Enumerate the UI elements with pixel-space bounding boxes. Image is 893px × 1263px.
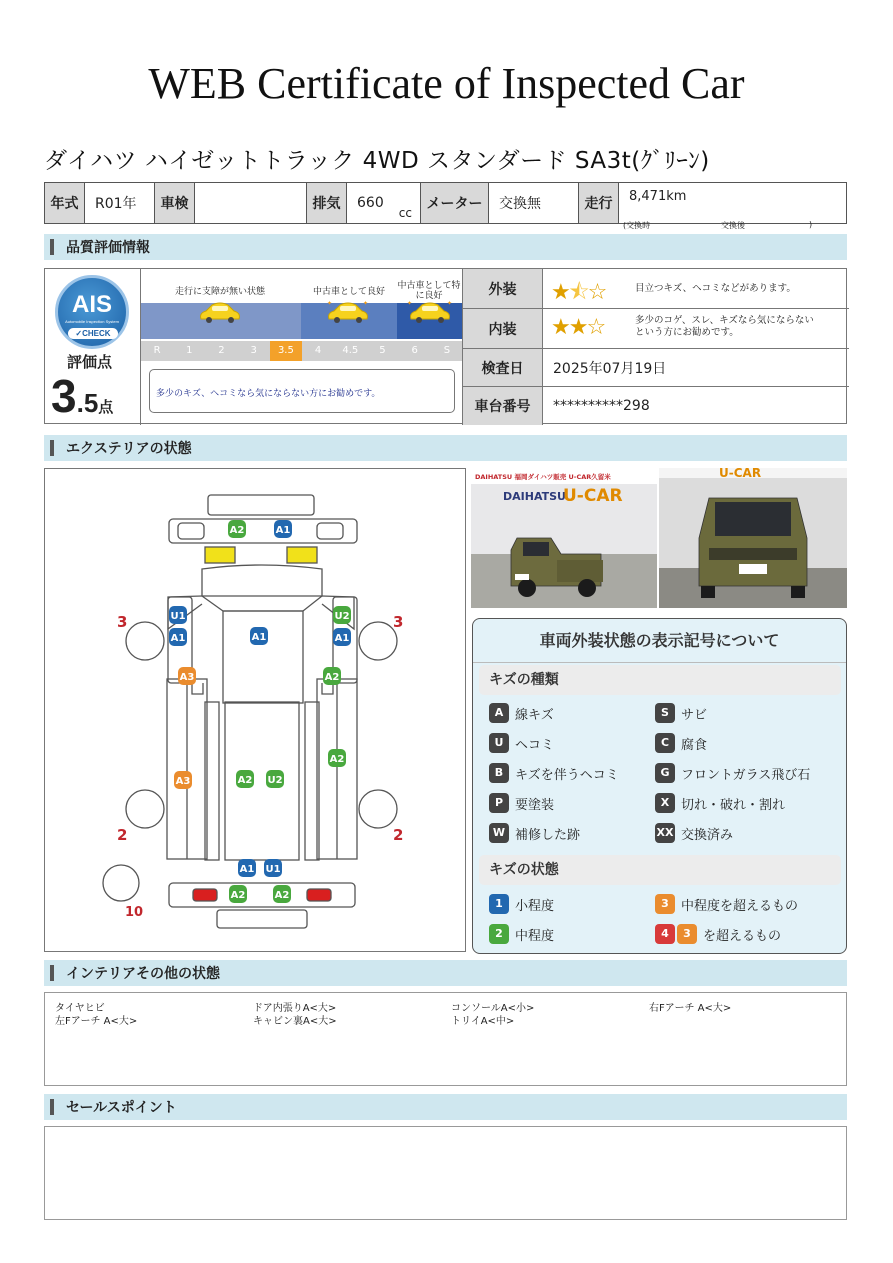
tire-fl-score: 3	[117, 613, 128, 631]
meter-label: メーター	[421, 183, 489, 223]
tire-fr-score: 3	[393, 613, 404, 631]
mileage-sub-2: 交換後	[721, 221, 745, 230]
tire-rl-score: 2	[117, 826, 128, 844]
dealer-banner: DAIHATSU 福岡ダイハツ販売 U-CAR久留米	[475, 473, 611, 481]
truck-diagram	[45, 469, 467, 953]
quality-detail	[462, 269, 848, 425]
car-photo-front	[659, 468, 847, 608]
year-label: 年式	[45, 183, 85, 223]
legend-type-item	[489, 733, 554, 753]
legend-type-item	[655, 823, 733, 843]
damage-mark: U1	[170, 611, 186, 622]
interior-note: タイヤヒビ	[55, 1003, 105, 1014]
grade-step: 1	[186, 345, 193, 356]
section-exterior: エクステリアの状態	[44, 435, 847, 461]
svg-text:✦: ✦	[363, 300, 369, 307]
legend-state-title: キズの状態	[479, 855, 841, 885]
score-dec: .5	[76, 388, 99, 418]
grade-step: 2	[218, 345, 225, 356]
legend-type-label: 線キズ	[515, 707, 554, 723]
state-3: 3 中程度を超えるもの	[655, 894, 798, 914]
damage-mark: U2	[334, 611, 350, 622]
section-interior: インテリアその他の状態	[44, 960, 847, 986]
legend-title: 車両外装状態の表示記号について	[473, 619, 846, 663]
grade-step: 3.5	[270, 341, 302, 361]
interior-note: トリイA<中>	[451, 1016, 515, 1027]
spare-tire-score: 10	[125, 905, 144, 920]
legend-type-label: 切れ・破れ・割れ	[681, 797, 786, 813]
legend-type-label: フロントガラス飛び石	[681, 767, 811, 783]
svg-text:✦: ✦	[407, 300, 413, 307]
car-yellow-icon-3	[407, 299, 453, 325]
grade-step: 5	[379, 345, 386, 356]
damage-mark: A1	[239, 864, 255, 875]
legend-type-label: 補修した跡	[515, 827, 581, 843]
legend-type-item	[655, 763, 810, 783]
spec-row	[44, 182, 847, 230]
car-yellow-icon	[197, 299, 243, 325]
legend-type-label: 腐食	[681, 737, 708, 753]
svg-text:✦: ✦	[447, 300, 453, 307]
state-4: 4 3 を超えるもの	[655, 924, 781, 944]
shaken-value	[195, 183, 307, 223]
legend-type-code: A	[489, 703, 509, 723]
section-sales: セールスポイント	[44, 1094, 847, 1120]
interior-note-1: 多少のコゲ、スレ、キズなら気にならない	[635, 315, 814, 326]
legend-type-code: W	[489, 823, 509, 843]
svg-text:✦: ✦	[327, 300, 333, 307]
car-yellow-icon-2	[325, 299, 371, 325]
legend-types-title: キズの種類	[479, 665, 841, 695]
damage-mark: U1	[265, 864, 281, 875]
exterior-row	[463, 269, 849, 309]
legend-type-label: ヘコミ	[515, 737, 555, 753]
tire-rr-score: 2	[393, 826, 404, 844]
legend-type-label: 交換済み	[681, 827, 734, 843]
score-value	[51, 369, 113, 423]
mileage-sub-3: )	[809, 220, 813, 229]
legend-type-item	[489, 763, 619, 783]
mileage-cell	[619, 183, 846, 230]
interior-note: 右Fアーチ A<大>	[649, 1003, 732, 1014]
exterior-diagram	[44, 468, 466, 952]
exterior-note: 目立つキズ、ヘコミなどがあります。	[635, 283, 796, 294]
displacement-unit: cc	[398, 206, 412, 220]
legend-type-item	[489, 793, 554, 813]
damage-mark: U2	[267, 775, 283, 786]
sales-point-box	[44, 1126, 847, 1220]
car-photo-side	[471, 468, 657, 608]
damage-mark: A1	[334, 633, 350, 644]
legend-type-code: G	[655, 763, 675, 783]
quality-box	[44, 268, 847, 424]
legend-type-item	[655, 793, 785, 813]
car-name: ダイハツ ハイゼットトラック 4WD スタンダード SA3t(ｸﾞﾘｰﾝ)	[44, 148, 710, 174]
category-2: 中古車として良好	[312, 287, 385, 297]
grade-scale	[140, 269, 462, 425]
legend-type-code: S	[655, 703, 675, 723]
damage-mark: A2	[324, 672, 340, 683]
grade-step: 4.5	[342, 345, 359, 356]
section-quality: 品質評価情報	[44, 234, 847, 260]
category-3: 中古車として特に良好	[397, 281, 461, 301]
dealer-sign-2: U-CAR	[563, 486, 623, 506]
grade-step: S	[443, 345, 451, 356]
damage-mark: A2	[274, 890, 290, 901]
exterior-stars: ★⯪☆	[551, 280, 606, 305]
dealer-sign-top: U-CAR	[719, 468, 762, 480]
damage-mark: A1	[251, 632, 267, 643]
ais-check-badge: ✓CHECK	[68, 328, 118, 339]
legend-type-item	[655, 733, 707, 753]
legend-type-code: B	[489, 763, 509, 783]
interior-label: 内装	[463, 309, 543, 348]
mileage-label: 走行	[579, 183, 619, 223]
damage-mark: A1	[275, 525, 291, 536]
damage-mark: A2	[230, 890, 246, 901]
ais-logo	[55, 275, 129, 349]
inspect-label: 検査日	[463, 349, 543, 386]
mileage-value: 8,471km	[629, 189, 687, 204]
legend-type-item	[489, 823, 580, 843]
chassis-row	[463, 387, 849, 425]
mileage-sub-1: (交換時	[623, 221, 651, 230]
grade-step: 6	[411, 345, 418, 356]
legend-panel	[472, 618, 847, 954]
legend-type-code: C	[655, 733, 675, 753]
interior-stars: ★★☆	[551, 315, 605, 340]
meter-value: 交換無	[489, 183, 579, 223]
interior-row	[463, 309, 849, 349]
score-int: 3	[51, 370, 77, 422]
interior-note: ドア内張りA<大>	[253, 1003, 337, 1014]
legend-type-item	[489, 703, 554, 723]
inspect-date: 2025年07月19日	[553, 360, 667, 377]
score-unit: 点	[98, 399, 114, 416]
page-title: WEB Certificate of Inspected Car	[148, 59, 745, 108]
interior-note: キャビン裏A<大>	[253, 1016, 337, 1027]
displacement-cell	[347, 183, 421, 223]
damage-mark: A3	[179, 672, 195, 683]
ais-logo-text: AIS	[71, 291, 112, 318]
legend-type-code: U	[489, 733, 509, 753]
legend-type-label: 要塗装	[515, 797, 555, 813]
year-value: R01年	[85, 183, 155, 223]
damage-mark: A1	[170, 633, 186, 644]
dealer-sign-1: DAIHATSU	[503, 490, 566, 503]
interior-note: コンソールA<小>	[451, 1003, 535, 1014]
interior-notes-box	[44, 992, 847, 1086]
displacement-label: 排気	[307, 183, 347, 223]
legend-type-item	[655, 703, 707, 723]
exterior-label: 外装	[463, 269, 543, 308]
state-2: 2 中程度	[489, 924, 554, 944]
interior-note: 左Fアーチ A<大>	[55, 1016, 138, 1027]
chassis-label: 車台番号	[463, 387, 543, 425]
shaken-label: 車検	[155, 183, 195, 223]
state-1: 1 小程度	[489, 894, 554, 914]
damage-mark: A2	[329, 754, 345, 765]
legend-type-code: X	[655, 793, 675, 813]
legend-type-code: XX	[655, 823, 675, 843]
damage-mark: A2	[237, 775, 253, 786]
displacement-value: 660	[357, 195, 384, 211]
legend-type-label: キズを伴うヘコミ	[515, 767, 619, 783]
damage-mark: A2	[229, 525, 245, 536]
damage-mark: A3	[175, 776, 191, 787]
grade-step: 4	[314, 345, 322, 356]
legend-type-code: P	[489, 793, 509, 813]
ais-logo-sub: Automobile Inspection System	[65, 319, 119, 324]
grade-step: R	[153, 345, 161, 356]
grade-steps	[141, 341, 463, 361]
inspect-row	[463, 349, 849, 387]
category-1: 走行に支障が無い状態	[174, 287, 265, 297]
grade-step: 3	[250, 345, 257, 356]
grade-comment: 多少のキズ、ヘコミなら気にならない方にお勧めです。	[149, 369, 455, 413]
score-label: 評価点	[67, 353, 113, 371]
legend-type-label: サビ	[681, 707, 708, 723]
interior-note-2: という方にお勧めです。	[635, 327, 739, 338]
chassis-number: **********298	[553, 398, 650, 414]
